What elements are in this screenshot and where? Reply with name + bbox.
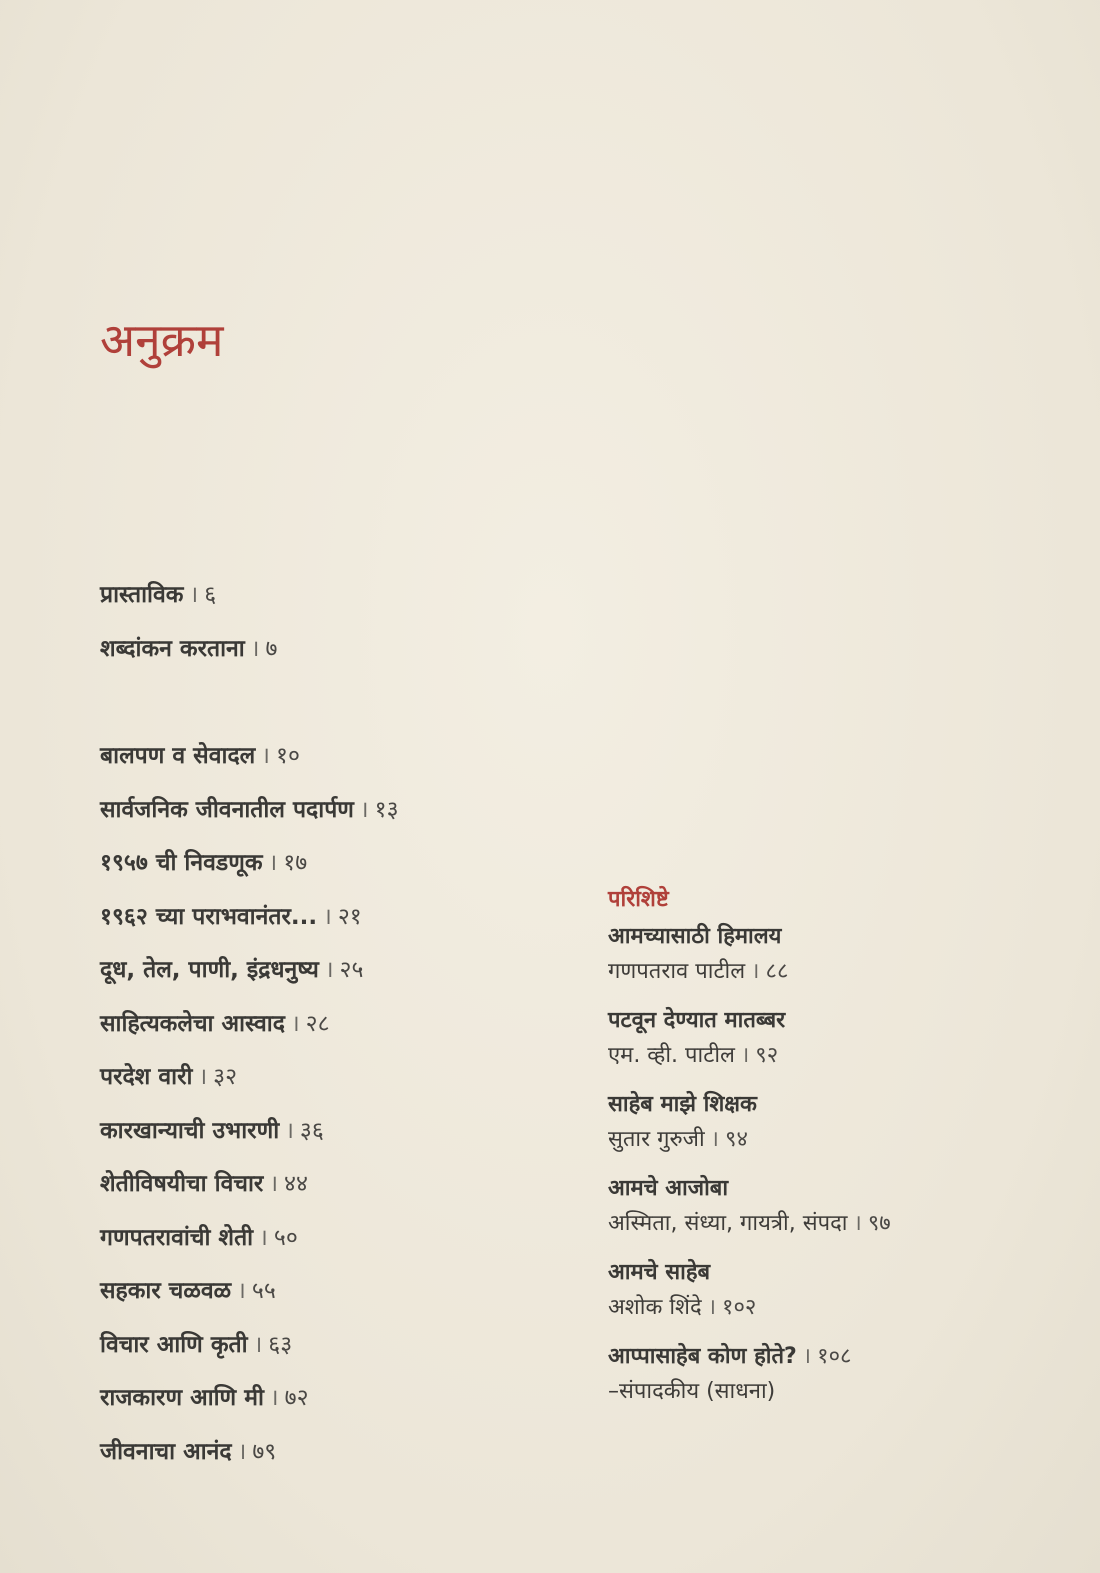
appendix-item-author-line — [608, 1122, 1068, 1158]
toc-entry-label: विचार आणि कृती — [100, 1331, 248, 1358]
toc-entry-page: १० — [276, 743, 300, 769]
appendix-item-title: आमच्यासाठी हिमालय — [608, 924, 782, 949]
separator: । — [237, 1438, 247, 1465]
separator: । — [198, 1064, 208, 1090]
separator: । — [324, 957, 334, 983]
appendix-item-page: ९४ — [725, 1127, 748, 1152]
toc-entry-page: ४४ — [284, 1171, 308, 1197]
toc-entry-label: राजकारण आणि मी — [100, 1385, 264, 1411]
toc-entry-label: सहकार चळवळ — [100, 1278, 232, 1304]
appendix-item-author: गणपतराव पाटील — [608, 959, 746, 984]
separator: । — [250, 635, 260, 662]
appendix-item-author-line — [608, 1290, 1068, 1326]
appendix-item-page: ९२ — [755, 1043, 779, 1068]
appendix-item-title: आमचे आजोबा — [608, 1176, 729, 1201]
toc-entry-page: ६३ — [268, 1331, 293, 1358]
toc-entry-label: शब्दांकन करताना — [100, 635, 245, 662]
separator: । — [707, 1295, 717, 1320]
appendix-item[interactable] — [608, 1340, 1068, 1410]
toc-entry-page: १७ — [283, 850, 308, 876]
separator: । — [269, 1171, 279, 1197]
toc-entry-label: साहित्यकलेचा आस्वाद — [100, 1010, 285, 1037]
toc-entry-label: शेतीविषयीचा विचार — [100, 1171, 264, 1197]
toc-entry-label: दूध, तेल, पाणी, इंद्रधनुष्य — [100, 957, 319, 983]
toc-entry-page: २५ — [339, 957, 364, 983]
appendix-item-author-line — [608, 1038, 1068, 1074]
toc-entry-page: २१ — [337, 903, 362, 930]
toc-entry-label: १९५७ ची निवडणूक — [100, 850, 263, 876]
toc-entry[interactable] — [100, 843, 560, 897]
separator: । — [237, 1278, 246, 1304]
appendix-item-title: पटवून देण्यात मातब्बर — [608, 1008, 786, 1033]
toc-entry-page: ७ — [265, 635, 278, 662]
toc-entry-page: ७९ — [252, 1438, 277, 1465]
appendix-item-author: अस्मिता, संध्या, गायत्री, संपदा — [608, 1211, 848, 1236]
separator: । — [261, 743, 270, 769]
toc-entry-label: सार्वजनिक जीवनातील पदार्पण — [100, 796, 354, 823]
appendix-item-author-line — [608, 954, 1068, 990]
appendix-item[interactable] — [608, 1004, 1068, 1074]
separator: । — [740, 1043, 750, 1068]
separator: । — [323, 903, 332, 930]
appendix-item[interactable] — [608, 1088, 1068, 1158]
appendix-item-page: ८८ — [765, 959, 789, 984]
appendix-item-author: एम. व्ही. पाटील — [608, 1043, 735, 1068]
toc-entry[interactable] — [100, 1164, 560, 1218]
appendix-item-page: १०२ — [722, 1295, 757, 1320]
appendix-item-author: अशोक शिंदे — [608, 1295, 702, 1320]
toc-entry-label: जीवनाचा आनंद — [100, 1438, 232, 1465]
separator: । — [268, 850, 278, 876]
toc-entry-page: १३ — [374, 796, 399, 823]
toc-entry-page: ३२ — [213, 1064, 238, 1090]
separator: । — [285, 1117, 294, 1144]
separator: । — [269, 1385, 279, 1411]
toc-entry[interactable] — [100, 897, 560, 951]
toc-entry-page: ५० — [273, 1224, 298, 1251]
toc-entry-label: १९६२ च्या पराभवानंतर... — [100, 903, 318, 930]
separator: । — [189, 582, 199, 608]
appendix-item-title-line — [608, 1340, 1068, 1374]
spacer — [100, 682, 560, 736]
separator: । — [290, 1010, 300, 1037]
toc-entry-label: प्रास्ताविक — [100, 582, 184, 608]
toc-entry-label: गणपतरावांची शेती — [100, 1224, 254, 1251]
toc-entry-page: ७२ — [284, 1385, 309, 1411]
page-title: अनुक्रम — [100, 313, 224, 367]
separator: । — [710, 1127, 720, 1152]
toc-entry[interactable] — [100, 1432, 560, 1486]
toc-entry[interactable] — [100, 790, 560, 844]
appendix-item-title: आमचे साहेब — [608, 1260, 711, 1285]
toc-entry[interactable] — [100, 1057, 560, 1111]
appendix-item-author: –संपादकीय (साधना) — [608, 1379, 776, 1404]
appendix-section — [608, 880, 1068, 1424]
toc-entry[interactable] — [100, 575, 560, 629]
appendix-item-page: ९७ — [867, 1211, 891, 1236]
table-of-contents — [100, 575, 560, 1485]
separator: । — [853, 1211, 862, 1236]
toc-entry-label: परदेश वारी — [100, 1064, 193, 1090]
toc-entry[interactable] — [100, 1004, 560, 1058]
appendix-item[interactable] — [608, 1256, 1068, 1326]
separator: । — [751, 959, 760, 984]
toc-entry[interactable] — [100, 1378, 560, 1432]
toc-entry-page: ६ — [204, 582, 217, 608]
toc-entry[interactable] — [100, 1325, 560, 1379]
separator: । — [359, 796, 369, 823]
appendix-item[interactable] — [608, 920, 1068, 990]
toc-entry-page: २८ — [305, 1010, 330, 1037]
appendix-item-title: आप्पासाहेब कोण होते? — [608, 1344, 797, 1369]
toc-entry[interactable] — [100, 1111, 560, 1165]
toc-entry[interactable] — [100, 736, 560, 790]
separator: । — [802, 1344, 812, 1369]
appendix-item-author: सुतार गुरुजी — [608, 1127, 705, 1152]
separator: । — [253, 1331, 263, 1358]
toc-entry[interactable] — [100, 1218, 560, 1272]
appendix-heading: परिशिष्टे — [608, 887, 669, 912]
toc-entry[interactable] — [100, 950, 560, 1004]
toc-entry-page: ५५ — [251, 1278, 276, 1304]
toc-entry[interactable] — [100, 1271, 560, 1325]
appendix-item[interactable] — [608, 1172, 1068, 1242]
toc-entry[interactable] — [100, 629, 560, 683]
separator: । — [259, 1224, 268, 1251]
appendix-item-author-line — [608, 1206, 1068, 1242]
appendix-item-title: साहेब माझे शिक्षक — [608, 1092, 757, 1117]
appendix-item-page: १०८ — [817, 1344, 852, 1369]
toc-entry-label: कारखान्याची उभारणी — [100, 1117, 280, 1144]
toc-entry-label: बालपण व सेवादल — [100, 743, 256, 769]
toc-entry-page: ३६ — [299, 1117, 324, 1144]
